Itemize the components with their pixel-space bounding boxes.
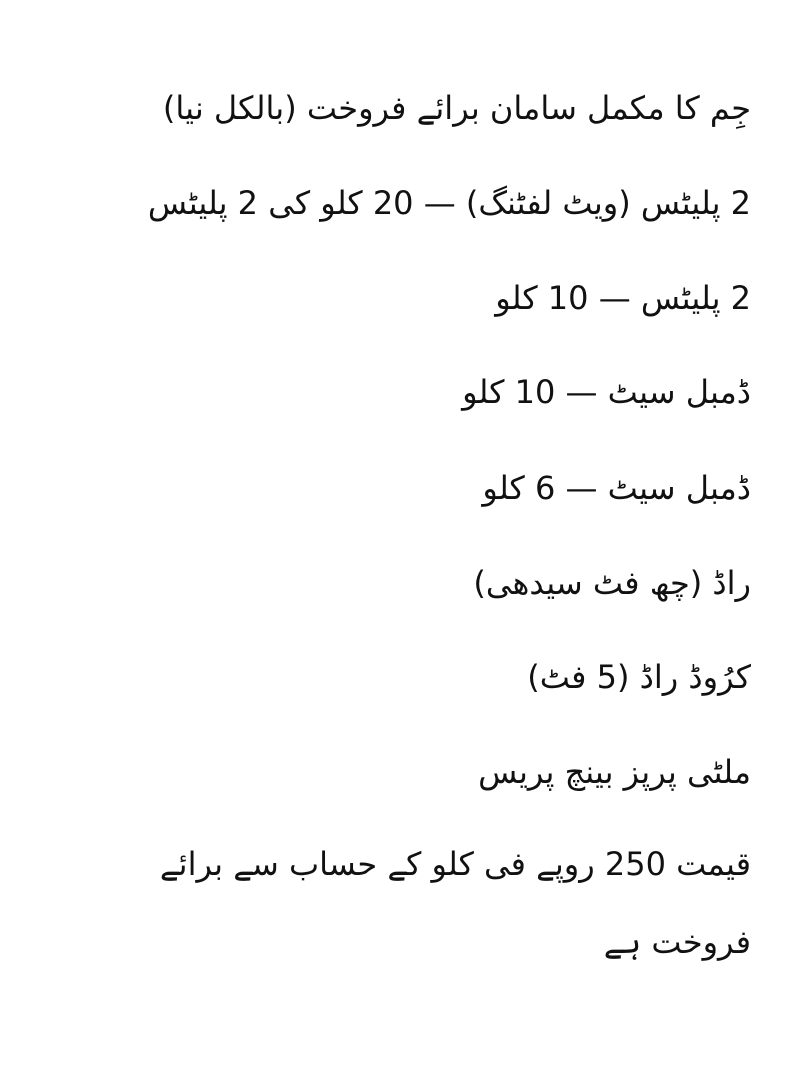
item-line-dumbbell-6kg: ڈمبل سیٹ — 6 کلو	[482, 469, 751, 507]
item-line-plates-10kg: 2 پلیٹس — 10 کلو	[495, 279, 751, 317]
price-line: قیمت 250 روپے فی کلو کے حساب سے برائے	[159, 845, 751, 883]
item-line-dumbbell-10kg: ڈمبل سیٹ — 10 کلو	[462, 373, 751, 411]
price-line-continued: فروخت ہے	[603, 923, 751, 961]
item-line-rod: راڈ (چھ فٹ سیدھی)	[473, 564, 751, 602]
item-line-plates-20kg: 2 پلیٹس (ویٹ لفٹنگ) — 20 کلو کی 2 پلیٹس	[147, 184, 751, 222]
item-line-curl-rod: کرُوڈ راڈ (5 فٹ)	[527, 658, 751, 696]
item-line-bench-press: ملٹی پرپز بینچ پریس	[478, 753, 751, 791]
title-line: جِم کا مکمل سامان برائے فروخت (بالکل نیا)	[162, 89, 751, 127]
